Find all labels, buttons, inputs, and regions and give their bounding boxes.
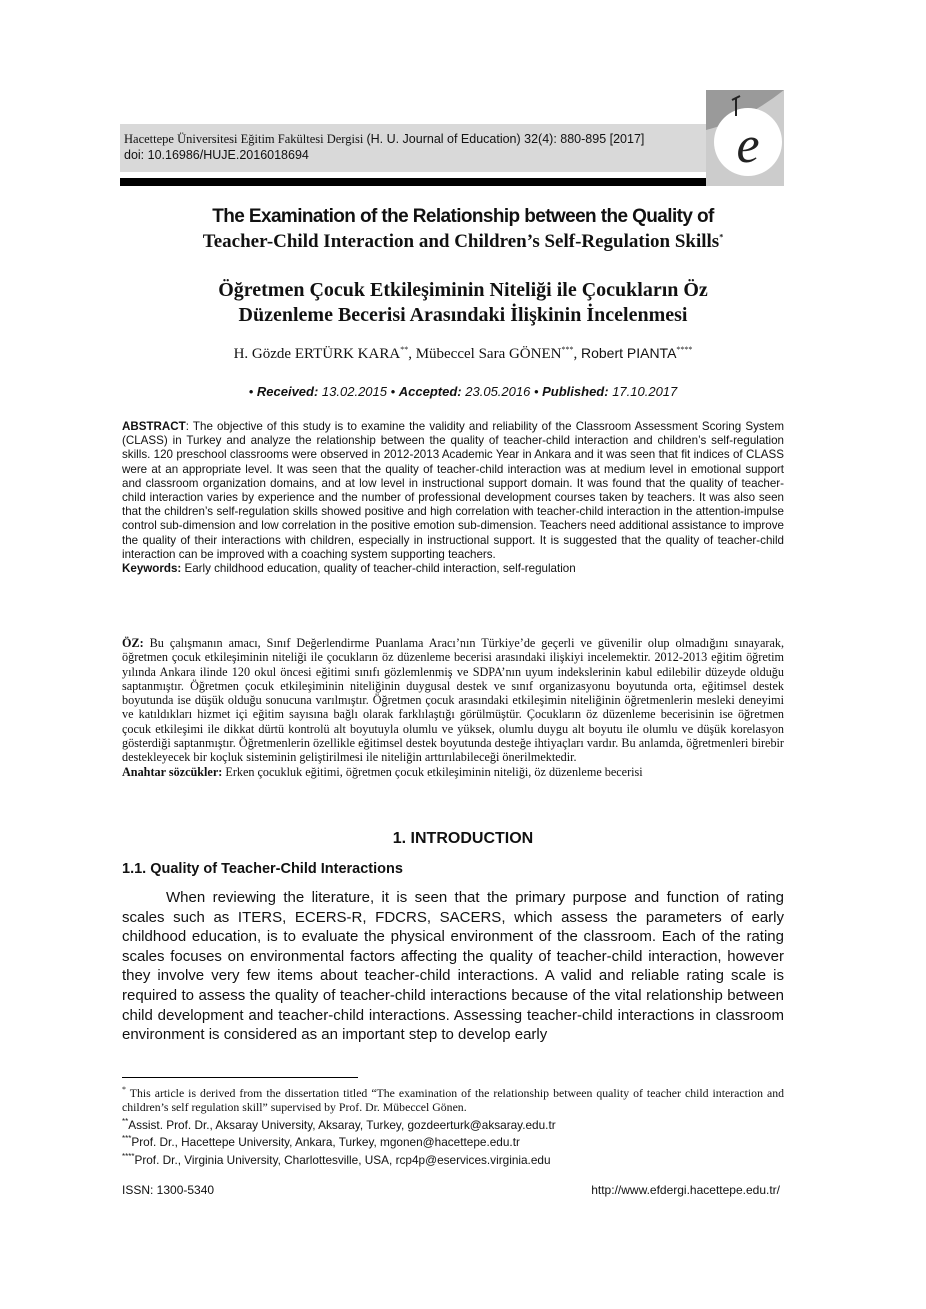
footnote-mark: * xyxy=(122,1085,126,1094)
journal-name-tr: Hacettepe Üniversitesi Eğitim Fakültesi Dergisi xyxy=(124,132,364,146)
footnote-mark: **** xyxy=(122,1151,135,1161)
journal-url[interactable]: http://www.efdergi.hacettepe.edu.tr/ xyxy=(591,1183,780,1197)
footnote-mark: ** xyxy=(122,1116,129,1126)
title-en-line2 xyxy=(110,231,816,253)
faculty-logo xyxy=(706,90,784,186)
anahtar-label: Anahtar sözcükler: xyxy=(122,764,223,779)
author-mark: *** xyxy=(561,345,574,354)
authors: H. Gözde ERTÜRK KARA**, Mübeccel Sara GÖNEN***, Robert PIANTA**** xyxy=(233,345,693,362)
accepted-label: Accepted: xyxy=(398,384,462,399)
author-mark: ** xyxy=(400,345,409,354)
footnote-text: Prof. Dr., Hacettepe University, Ankara, Turkey, mgonen@hacettepe.edu.tr xyxy=(131,1135,520,1150)
oz-label: ÖZ: xyxy=(122,636,144,650)
footnote-text: Assist. Prof. Dr., Aksaray University, Aksaray, Turkey, gozdeerturk@aksaray.edu.tr xyxy=(128,1117,556,1132)
author-name: Mübeccel Sara GÖNEN xyxy=(415,346,562,362)
abstract-text: : The objective of this study is to examine the validity and reliability of the Classroom Assessment Scoring System (CLASS) in Turkey and analyze the relationship between the quality of teacher-child interaction and children’s self-regulation skills. 120 preschool classrooms were observed in 2012-2013 Academic Year in Ankara and it was seen that fit indices of CLASS were at an appropriate level. It was seen that the quality of teacher-child interaction was at medium level in emotional support and classroom organization domains, and at low level in instructional support domain. It was found that the quality of teacher-child interaction varies by experience and the number of professional development courses taken by teachers. It was also seen that the children’s self-regulation skills showed positive and high correlation with teacher-child interaction in the attention-impulse control sub-dimension and low correlation in the positive emotion sub-dimension. Teachers need additional assistance to improve the quality of their interactions with children, especially in instructional support. It is suggested that the quality of teacher-child interaction can be improved with a coaching system supporting teachers. xyxy=(122,420,784,561)
journal-name-en: (H. U. Journal of Education) 32(4): 880-895 [2017] xyxy=(366,132,645,146)
footnote-text: Prof. Dr., Virginia University, Charlottesville, USA, rcp4p@eservices.virginia.edu xyxy=(134,1152,551,1167)
journal-header xyxy=(120,124,706,172)
subsection-heading: 1.1. Quality of Teacher-Child Interactions xyxy=(122,861,403,877)
received-label: Received: xyxy=(256,384,319,399)
publication-dates: • Received: 13.02.2015 • Accepted: 23.05.2016 • Published: 17.10.2017 xyxy=(248,384,678,399)
published-date: 17.10.2017 xyxy=(612,384,678,399)
author-mark: **** xyxy=(676,345,693,354)
doi: doi: 10.16986/HUJE.2016018694 xyxy=(124,148,309,162)
footnote-rule xyxy=(122,1077,358,1078)
keywords-label: Keywords: xyxy=(122,562,182,576)
footnote xyxy=(122,1132,784,1149)
footnote-mark: *** xyxy=(122,1134,132,1144)
abstract xyxy=(122,420,784,576)
title-en-line1: The Examination of the Relationship between the Quality of xyxy=(212,206,714,227)
body-paragraph: When reviewing the literature, it is seen that the primary purpose and function of rating scales such as ITERS, ECERS-R, FDCRS, SACERS, which assess the parameters of early childhood education, is to evaluate the physical environment of the classroom. Each of the rating scales focuses on environmental factors affecting the quality of teacher-child interaction, however they involve very few items about teacher-child interactions. A valid and reliable rating scale is required to assess the quality of teacher-child interactions because of the vital relationship between child development and teacher-child interactions. Assessing teacher-child interactions in classroom environment is considered as an important step to develop early xyxy=(122,889,784,1044)
footnotes xyxy=(122,1083,784,1167)
anahtar-sozcukler: Erken çocukluk eğitimi, öğretmen çocuk etkileşiminin niteliği, öz düzenleme becerisi xyxy=(222,764,643,779)
oz-text: Bu çalışmanın amacı, Sınıf Değerlendirme Puanlama Aracı’nın Türkiye’de geçerli ve güvenilir olup olmadığını sınayarak, öğretmen çocuk etkileşiminin niteliği ile çocukların öz düzenleme becerisi arasındaki ilişkiyi incelemektir. 2012-2013 eğitim öğretim yılında Ankara ilinde 120 okul öncesi eğitimi sınıfı gözlemlenmiş ve SDPA’nın uyum indekslerinin kabul edilebilir düzeyde olduğu saptanmıştır. Öğretmen çocuk etkileşiminin niteliğinin duygusal destek ve sınıf organizasyonu boyutunda orta, eğitimsel destek boyutunda ise düşük olduğu sonucuna varılmıştır. Öğretmen çocuk arasındaki etkileşimin niteliğinin öğretmenlerin mesleki deneyimi ve katıldıkları hizmet içi eğitim sayısına bağlı olarak farklılaştığı görülmüştür. Çocukların öz düzenleme becerisinin ise öğretmen çocuk etkileşimi ile dikkat dürtü kontrolü alt boyutuyla olumlu ve yüksek, olumlu duygu alt boyutu ile olumlu ve düşük korelasyon gösterdiği saptanmıştır. Öğretmenlerin özellikle eğitimsel destek boyutunda desteğe ihtiyaçları vardır. Bu anlamda, öğretmenleri birebir destekleyecek bir koçluk sisteminin geliştirilmesi ile niteliğin arttırılabileceği önerilmektedir. xyxy=(122,636,784,765)
received-date: 13.02.2015 xyxy=(321,384,387,399)
author-name: H. Gözde ERTÜRK KARA xyxy=(233,346,401,362)
oz-abstract-tr xyxy=(122,636,784,779)
footnote xyxy=(122,1115,784,1132)
section-heading: 1. INTRODUCTION xyxy=(392,830,534,847)
title-footnote-mark: * xyxy=(719,232,724,242)
abstract-label: ABSTRACT xyxy=(122,420,186,433)
footnote xyxy=(122,1150,784,1167)
footnote xyxy=(122,1083,784,1115)
title-tr: Öğretmen Çocuk Etkileşiminin Niteliği ile Çocukların Öz Düzenleme Becerisi Arasındaki İlişkinin İncelenmesi xyxy=(218,279,708,326)
author-name: Robert PIANTA xyxy=(580,345,677,361)
accepted-date: 23.05.2016 xyxy=(465,384,531,399)
header-rule xyxy=(120,178,708,186)
svg-text:e: e xyxy=(736,117,760,174)
footnote-text: This article is derived from the dissertation titled “The examination of the relationship between quality of teacher child interaction and children’s self regulation skill” supervised by Prof. Dr. Mübeccel Gönen. xyxy=(122,1085,784,1115)
title-en-line2-text: Teacher-Child Interaction and Children’s Self-Regulation Skills xyxy=(202,231,720,252)
keywords: Early childhood education, quality of teacher-child interaction, self-regulation xyxy=(181,562,576,576)
issn: ISSN: 1300-5340 xyxy=(122,1183,215,1197)
published-label: Published: xyxy=(542,384,609,399)
